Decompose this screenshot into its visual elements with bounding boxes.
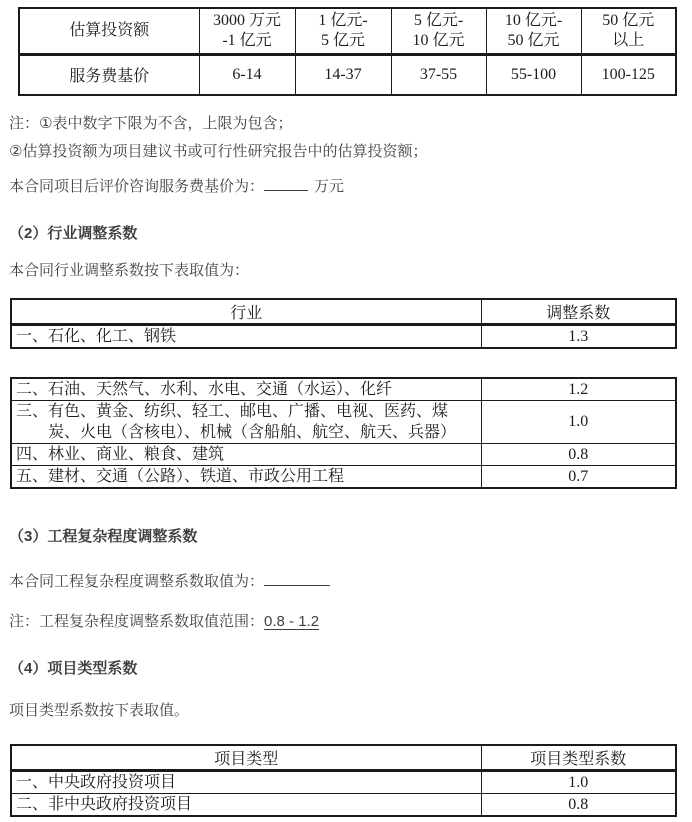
complexity-coef-blank [264, 572, 330, 586]
industry-coef: 1.3 [481, 325, 676, 349]
project-type-coef: 0.8 [481, 794, 676, 817]
complexity-line-prefix: 本合同工程复杂程度调整系数取值为： [9, 573, 265, 590]
industry-coef: 0.7 [481, 466, 676, 489]
fee-table-col-2: 1 亿元- 5 亿元 [295, 8, 391, 54]
fee-amount-blank [264, 177, 308, 191]
fee-table-header-row [19, 8, 676, 54]
section-2-heading: （2）行业调整系数 [9, 225, 138, 242]
industry-name: 二、石油、天然气、水利、水电、交通（水运）、化纤 [11, 378, 481, 401]
industry-coef-table-part2 [10, 377, 677, 489]
table-note-2: ②估算投资额为项目建议书或可行性研究报告中的估算投资额； [9, 143, 428, 160]
price-range-2: 14-37 [295, 54, 391, 95]
complexity-coef-line [9, 571, 692, 593]
fee-table-price-row [19, 54, 676, 95]
fee-table-col-3: 5 亿元- 10 亿元 [391, 8, 486, 54]
project-type-name: 二、非中央政府投资项目 [11, 794, 481, 817]
project-type-row-2 [11, 794, 676, 817]
industry-coef: 1.0 [481, 401, 676, 444]
industry-name: 四、林业、商业、粮食、建筑 [11, 444, 481, 466]
project-type-table [10, 744, 677, 817]
project-type-name: 一、中央政府投资项目 [11, 771, 481, 794]
table-note-1: 注：①表中数字下限为不含，上限为包含； [9, 115, 293, 132]
project-type-row-1 [11, 771, 676, 794]
industry-row-3 [11, 401, 676, 444]
project-type-coef: 1.0 [481, 771, 676, 794]
industry-name: 三、有色、黄金、纺织、轻工、邮电、广播、电视、医药、煤炭、火电（含核电）、机械（含船舶、航空、航天、兵器） [11, 401, 481, 444]
project-coef-col-header: 项目类型系数 [481, 745, 676, 771]
fee-base-price-table [18, 7, 677, 96]
industry-coef: 1.2 [481, 378, 676, 401]
coef-col-header: 调整系数 [481, 299, 676, 325]
section-3-heading: （3）工程复杂程度调整系数 [9, 528, 198, 545]
price-range-1: 6-14 [199, 54, 295, 95]
price-range-4: 55-100 [486, 54, 581, 95]
fee-table-col-5: 50 亿元 以上 [581, 8, 676, 54]
price-range-3: 37-55 [391, 54, 486, 95]
industry-coef-table-part1 [10, 298, 677, 349]
complexity-note-prefix: 注：工程复杂程度调整系数取值范围： [9, 613, 265, 630]
section-4-intro: 项目类型系数按下表取值。 [9, 702, 190, 719]
project-table-header-row [11, 745, 676, 771]
fee-table-price-label: 服务费基价 [19, 54, 199, 95]
industry-row-2 [11, 378, 676, 401]
fee-line-unit: 万元 [314, 178, 345, 195]
fee-table-col-1: 3000 万元 -1 亿元 [199, 8, 295, 54]
section-2-intro: 本合同行业调整系数按下表取值为： [9, 262, 250, 279]
industry-col-header: 行业 [11, 299, 481, 325]
industry-row-5 [11, 466, 676, 489]
industry-row-4 [11, 444, 676, 466]
complexity-range-note [9, 611, 692, 633]
industry-name: 五、建材、交通（公路）、铁道、市政公用工程 [11, 466, 481, 489]
fee-line-prefix: 本合同项目后评价咨询服务费基价为： [9, 178, 265, 195]
fee-base-price-line [9, 176, 692, 198]
price-range-5: 100-125 [581, 54, 676, 95]
industry-table-header-row [11, 299, 676, 325]
section-4-heading: （4）项目类型系数 [9, 660, 138, 677]
industry-row-1 [11, 325, 676, 349]
fee-table-row-label: 估算投资额 [19, 8, 199, 54]
industry-name: 一、石化、化工、钢铁 [11, 325, 481, 349]
project-type-col-header: 项目类型 [11, 745, 481, 771]
complexity-range-value: 0.8 - 1.2 [264, 613, 320, 630]
industry-coef: 0.8 [481, 444, 676, 466]
fee-table-col-4: 10 亿元- 50 亿元 [486, 8, 581, 54]
